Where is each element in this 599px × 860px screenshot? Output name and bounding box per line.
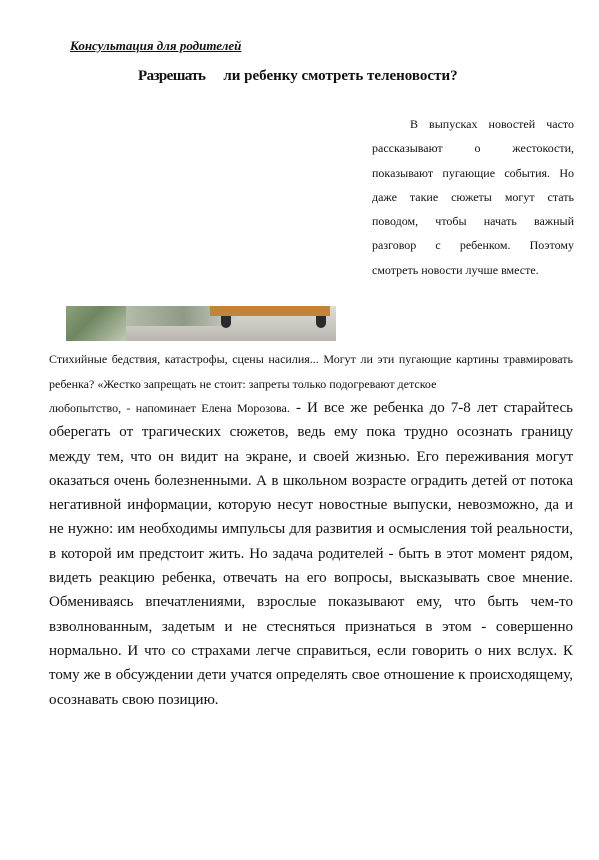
body-paragraph-large: [49, 396, 573, 712]
title-part-1: Разрешать: [138, 68, 206, 84]
tv-stand-photo: [66, 306, 336, 341]
document-title: [138, 68, 538, 85]
intro-paragraph: В выпусках новостей часто рассказывают о жестокости, показывают пугающие события. Но даже такие сюжеты могут стать поводом, чтобы начать важный разговор с ребенком. Поэтому смотреть новости лучше вместе.: [372, 117, 574, 277]
body-main-text: - И все же ребенка до 7-8 лет старайтесь оберегать от трагических сюжетов, ведь ему пока трудно осознать границу между тем, что он видит на экране, и своей жизнью. Его переживания могут оказаться очень болезненными. А в школьном возрасте оградить детей от потока негативной информации, которую несут новостные выпуски, невозможно, да и не нужно: им необходимы импульсы для развития и осмысления той реальности, в которой им предстоит жить. Но задача родителей - быть в этот момент рядом, видеть реакцию ребенка, отвечать на его вопросы, высказывать свое мнение. Обмениваясь впечатлениями, взрослые показывают ему, что быть чем-то взволнованным, задетым и не стесняться признаться в этом - совершенно нормально. И что со страхами легче справиться, если говорить о них вслух. К тому же в обсуждении дети учатся определять свое отношение к происходящему, осознавать свою позицию.: [49, 400, 574, 708]
photo-tv-stand: [210, 306, 330, 316]
photo-wheel-right: [316, 316, 326, 328]
body-lead-small: любопытство, - напоминает Елена Морозова.: [49, 401, 290, 415]
photo-wheel-left: [221, 316, 231, 328]
title-part-2: ли ребенку смотреть теленовости?: [223, 68, 458, 84]
photo-plant: [66, 306, 126, 341]
document-header: Консультация для родителей: [70, 38, 242, 53]
body-paragraph-small: Стихийные бедствия, катастрофы, сцены насилия... Могут ли эти пугающие картины травмировать ребенка? «Жестко запрещать не стоит: запреты только подогревают детское: [49, 352, 573, 391]
